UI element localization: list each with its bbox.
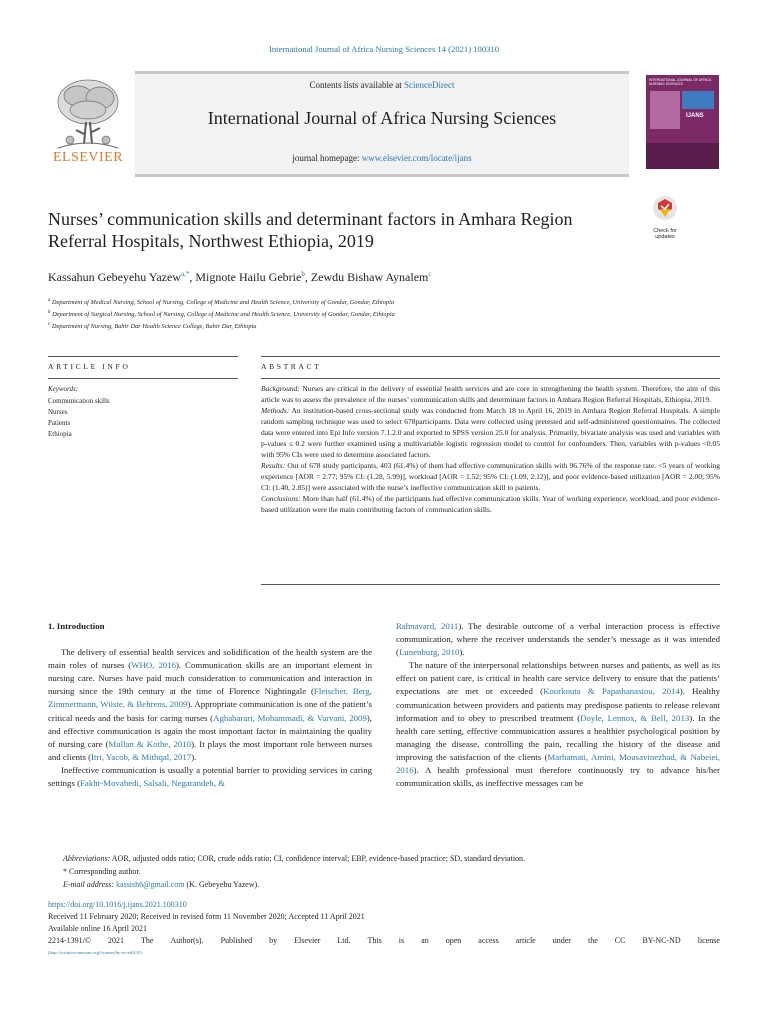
author-name: Kassahun Gebeyehu Yazew xyxy=(48,270,181,284)
homepage-prefix: journal homepage: xyxy=(292,153,362,163)
affiliation xyxy=(48,308,395,320)
author-affiliation-marker[interactable]: b xyxy=(301,270,305,278)
license-word: Published xyxy=(220,936,253,945)
affiliation-text: Department of Nursing, Bahir Dar Health Science College, Bahir Dar, Ethiopia xyxy=(51,323,257,331)
license-word: This xyxy=(367,936,382,945)
abstract-section-label: Results: xyxy=(261,461,286,470)
affiliation-text: Department of Medical Nursing, School of Nursing, College of Medicine and Health Science, University of Gondar, Gondar, Ethiopia xyxy=(51,299,395,307)
abstract-section-label: Conclusions: xyxy=(261,494,301,503)
journal-cover[interactable] xyxy=(646,75,719,169)
body-paragraph xyxy=(48,764,372,790)
abstract-section-label: Methods: xyxy=(261,406,290,415)
citation-link[interactable]: Marhamati, Amini, Mousavinezhad, & Nabeiei, 2016 xyxy=(396,751,721,776)
email-label: E-mail address: xyxy=(63,880,115,889)
homepage-line xyxy=(135,153,629,163)
license-word: license xyxy=(697,936,720,945)
affiliation-text: Department of Surgical Nursing, School of Nursing, College of Medicine and Health Science, University of Gondar, Gondar, Ethiopia xyxy=(52,311,395,319)
keyword-list xyxy=(48,396,110,440)
citation-link[interactable]: WHO, 2016 xyxy=(131,660,176,671)
affiliation xyxy=(48,320,395,332)
license-word: Author(s). xyxy=(170,936,204,945)
abstract-section xyxy=(261,405,720,460)
elsevier-wordmark: ELSEVIER xyxy=(52,150,124,165)
keywords-label: Keywords: xyxy=(48,385,79,393)
elsevier-logo[interactable] xyxy=(48,72,128,168)
email-link[interactable]: kassish6@gmail.com xyxy=(116,880,185,889)
author-name: Zewdu Bishaw Aynalem xyxy=(310,270,429,284)
author-affiliation-marker[interactable]: c xyxy=(428,270,432,278)
body-column-right xyxy=(396,620,720,790)
body-text: ). A health professional must therefore continuously try to advance his/her communication skills, as ineffective messages can be xyxy=(396,765,720,789)
body-text: The nature of the interpersonal relationships between nurses and patients, as well as its effect on patient care, is critical in health care service delivery to ensure that the patients’ expectations are met or exceeded ( xyxy=(396,660,720,697)
keyword: Nurses xyxy=(48,408,68,416)
body-text: ), and effective communication is again the most important factor in maintaining the quality of nursing care ( xyxy=(48,712,372,749)
cover-photo xyxy=(650,91,680,129)
article-info-rule-top xyxy=(48,356,238,357)
affiliation-marker: c xyxy=(48,322,51,328)
abstract-section-text: Out of 678 study participants, 403 (61.4%) of them had effective communication skills with 96.76% of the response rate. <5 years of working experience [AOR = 2.77; 95% CI: (1.28, 5.99)], workload [AOR = 1.52; 95% CI: (1.09, 2.12)], and poor evidence-based utilization [AOR = 2.00; 95% CI: (1.40, 2.85)] were associated with the nurse’s ineffective communication skill to patients. xyxy=(261,461,720,492)
keyword: Communication skills xyxy=(48,397,110,405)
abstract-rule-bottom xyxy=(261,378,720,379)
contents-line xyxy=(135,80,629,90)
affiliation xyxy=(48,296,395,308)
crossmark-icon xyxy=(645,195,685,223)
abstract-section xyxy=(261,460,720,493)
homepage-link[interactable]: www.elsevier.com/locate/ijans xyxy=(361,153,472,163)
body-text: ). Appropriate communication is one of the patient’s critical needs and the basis for caring nurses ( xyxy=(48,699,372,723)
body-column-left xyxy=(48,620,372,790)
sciencedirect-link[interactable]: ScienceDirect xyxy=(404,80,455,90)
license-word: 2021 xyxy=(107,936,124,945)
cover-top-text: INTERNATIONAL JOURNAL OF AFRICA NURSING SCIENCES xyxy=(649,78,712,86)
license-word: BY-NC-ND xyxy=(642,936,681,945)
citation-link[interactable]: Rahnavard, 2011 xyxy=(396,621,459,631)
license-word: 2214-1391/© xyxy=(48,936,91,945)
body-text: ). The desirable outcome of a verbal interaction process is effective communication, where the receiver understands the sender’s message as it was intended ( xyxy=(396,621,720,658)
abbreviations-text: AOR, adjusted odds ratio; COR, crude odds ratio; CI, confidence interval; EBP, evidence-based practice; SD, standard deviation. xyxy=(110,854,526,863)
license-word: the xyxy=(587,936,598,945)
abbreviations-label: Abbreviations: xyxy=(63,854,111,863)
citation-link[interactable]: Fleischer, Berg, Zimmermann, Wüste, & Behrens, 2009 xyxy=(48,686,373,710)
article-title: Nurses’ communication skills and determinant factors in Amhara Region Referral Hospitals, Northwest Ethiopia, 2019 xyxy=(48,209,573,251)
body-paragraph xyxy=(48,646,372,764)
license-word: by xyxy=(269,936,278,945)
abstract-section xyxy=(261,493,720,515)
author-separator: , xyxy=(189,270,196,284)
body-text: ). Healthy communication between providers and patients may predispose patients to release relevant information and to obey to prescribed treatment ( xyxy=(396,686,720,723)
license-word: under xyxy=(552,936,571,945)
email-footnote xyxy=(63,878,720,891)
body-text: ). It plays the most important role between nurses and clients ( xyxy=(48,738,373,762)
body-text: Ineffective communication is usually a potential barrier to providing services in caring settings ( xyxy=(48,764,372,789)
journal-header xyxy=(135,71,629,177)
license-statement xyxy=(48,935,720,947)
license-word: access xyxy=(478,936,499,945)
affiliation-marker: b xyxy=(48,310,51,316)
affiliation-list xyxy=(48,296,395,332)
footnotes xyxy=(63,852,720,891)
doi-link[interactable]: https://doi.org/10.1016/j.ijans.2021.100310 xyxy=(48,900,187,909)
abstract-heading: ABSTRACT xyxy=(261,362,322,371)
abstract-rule-top xyxy=(261,356,720,357)
article-info-heading: ARTICLE INFO xyxy=(48,362,131,371)
abstract-section xyxy=(261,383,720,405)
citation-link[interactable]: Kourkouta & Papathanasiou, 2014 xyxy=(543,686,680,697)
abbreviations-footnote xyxy=(63,852,720,865)
license-word: The xyxy=(141,936,154,945)
body-paragraph xyxy=(396,620,720,659)
body-text: The delivery of essential health services and solidification of the health system are the main roles of nurses ( xyxy=(48,647,372,671)
author-separator: , xyxy=(304,270,311,284)
cover-footer xyxy=(646,143,719,169)
corresponding-author-note: * Corresponding author. xyxy=(63,867,141,876)
available-online: Available online 16 April 2021 xyxy=(48,924,147,933)
license-url-link[interactable]: (http://creativecommons.org/licenses/by-nc-nd/4.0/). xyxy=(48,950,143,955)
crossmark-text: Check for updates xyxy=(653,228,677,240)
cover-panel xyxy=(682,91,714,109)
license-word: open xyxy=(445,936,462,945)
abstract-section-text: An institution-based cross-sectional study was conducted from March 18 to April 16, 2019 in Amhara Region Referral Hospitals. A simple random sampling technique was used to select 678participants. Data were collected using pretested and self-administered questionnaires. The collected data were entered into Epi Info version 7.1.2.0 and exported to SPSS version 25.0 for analysis. Primarily, bivariate analysis was used and variables with p-values ≤ 0.2 were further examined using a multivariable logistic regression model to control for confounders. Then, variables with p-values <0.05 with 95% CIs were used to determine associated factors. xyxy=(261,406,720,459)
citation-link[interactable]: Itri, Yacob, & Mithqal, 2017 xyxy=(91,751,192,762)
cover-badge: IJANS xyxy=(686,113,704,119)
article-footer xyxy=(48,899,720,959)
abstract-section-label: Background: xyxy=(261,384,300,393)
license-word: CC xyxy=(614,936,626,945)
body-text: ). xyxy=(459,647,465,658)
contents-prefix: Contents lists available at xyxy=(309,80,404,90)
license-word: Ltd. xyxy=(337,936,351,945)
abstract-section-text: More than half (61.4%) of the participants had effective communication skills. Year of working experience, workload, and poor evidence-based utilization were the main contributing factors of communication skills. xyxy=(261,494,720,514)
journal-title: International Journal of Africa Nursing Sciences xyxy=(207,108,557,128)
body-text: ). Communication skills are an important element in nursing care. Nurses have paid much consideration to communication and interaction in nursing since the 19th century at the time of Florence Nightingale ( xyxy=(48,660,372,697)
citation-link[interactable]: Doyle, Lennox, & Bell, 2013 xyxy=(580,712,690,723)
email-suffix: (K. Gebeyehu Yazew). xyxy=(184,880,260,889)
license-word: Elsevier xyxy=(294,936,321,945)
abstract-body xyxy=(261,383,720,515)
check-for-updates-badge[interactable] xyxy=(645,195,685,240)
citation-link[interactable]: Lunenburg, 2010 xyxy=(398,647,460,658)
license-word: article xyxy=(515,936,536,945)
keyword: Ethiopia xyxy=(48,430,72,438)
author-list xyxy=(48,270,431,285)
article-info-rule-bottom xyxy=(48,378,238,379)
affiliation-marker: a xyxy=(48,298,51,303)
license-word: an xyxy=(421,936,429,945)
citation-link[interactable]: Fakhr-Movahedi, Salsali, Negarandeh, & xyxy=(80,778,225,789)
journal-citation[interactable]: International Journal of Africa Nursing Sciences 14 (2021) 100310 xyxy=(268,44,500,54)
abstract-section-text: Nurses are critical in the delivery of essential health services and are core in strengthening the health system. Therefore, the aim of this article was to assess the prevalence of the nurses’ communication skills and determinant factors in Amhara Region Referral Hospitals, Ethiopia, 2019. xyxy=(261,384,720,404)
author-affiliation-marker[interactable]: a,* xyxy=(180,270,190,278)
citation-link[interactable]: Aghabarari, Mohammadi, & Varvani, 2009 xyxy=(213,712,367,723)
body-paragraph xyxy=(396,659,720,790)
received-dates: Received 11 February 2020; Received in revised form 11 November 2020; Accepted 11 April 2021 xyxy=(48,912,365,921)
license-word: is xyxy=(398,936,405,945)
keyword: Patients xyxy=(48,419,71,427)
body-text: ). xyxy=(191,751,197,762)
citation-link[interactable]: Mullan & Kothe, 2010 xyxy=(108,738,192,749)
author-name: Mignote Hailu Gebrie xyxy=(195,270,302,284)
abstract-rule-end xyxy=(261,584,720,585)
section-heading-introduction: 1. Introduction xyxy=(48,621,105,631)
body-text: ). In the health care setting, effective communication assures a healthier psychological position by managing the disease, controlling the pain, recalling the history of the disease and improving the satisfaction of the clients ( xyxy=(396,712,720,762)
